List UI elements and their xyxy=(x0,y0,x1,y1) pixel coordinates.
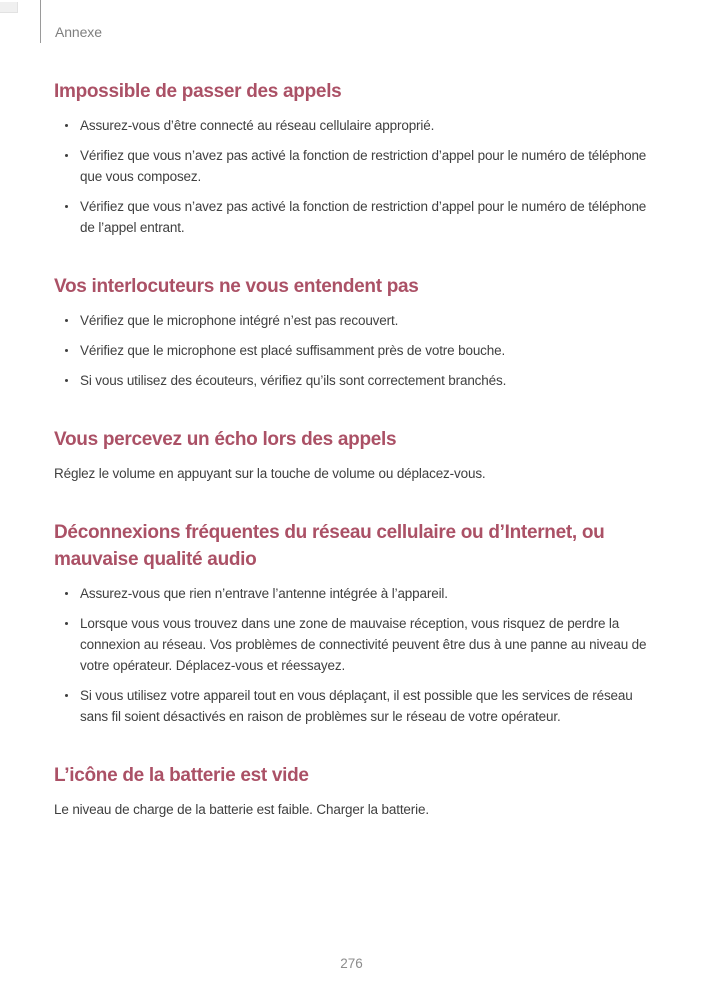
bullet-icon xyxy=(65,592,68,595)
running-header: Annexe xyxy=(55,24,102,40)
bullet-icon xyxy=(65,694,68,697)
bullet-item xyxy=(54,340,652,361)
bullet-icon xyxy=(65,379,68,382)
bullet-list xyxy=(54,115,652,238)
paragraph: Le niveau de charge de la batterie est faible. Charger la batterie. xyxy=(54,802,429,817)
page-content xyxy=(54,0,652,820)
section-title: Déconnexions fréquentes du réseau cellulaire ou d’Internet, ou mauvaise qualité audio xyxy=(54,522,605,570)
bullet-text: Lorsque vous vous trouvez dans une zone de mauvaise réception, vous risquez de perdre la connexion au réseau. Vos problèmes de connectivité peuvent être dus à une panne au niveau de votre opérateur. Déplacez-vous et réessayez. xyxy=(80,616,647,673)
bullet-icon xyxy=(65,319,68,322)
bullet-icon xyxy=(65,622,68,625)
bullet-text: Vérifiez que le microphone est placé suffisamment près de votre bouche. xyxy=(80,343,506,358)
bullet-text: Vérifiez que vous n’avez pas activé la fonction de restriction d’appel pour le numéro de téléphone de l’appel entrant. xyxy=(80,199,647,235)
bullet-item xyxy=(54,613,652,676)
bullet-item xyxy=(54,115,652,136)
bullet-item xyxy=(54,196,652,238)
bullet-list xyxy=(54,583,652,727)
bullet-icon xyxy=(65,349,68,352)
section-impossible-appels xyxy=(54,78,652,238)
bullet-text: Assurez-vous que rien n’entrave l’antenne intégrée à l’appareil. xyxy=(80,586,448,601)
bullet-icon xyxy=(65,124,68,127)
bullet-text: Si vous utilisez votre appareil tout en vous déplaçant, il est possible que les services de réseau sans fil soient désactivés en raison de problèmes sur le réseau de votre opérateur. xyxy=(80,688,633,724)
bullet-text: Vérifiez que le microphone intégré n’est pas recouvert. xyxy=(80,313,399,328)
bullet-item xyxy=(54,685,652,727)
section-deconnexions xyxy=(54,519,652,727)
page-number: 276 xyxy=(340,956,363,971)
section-title: L’icône de la batterie est vide xyxy=(54,765,309,786)
bullet-text: Vérifiez que vous n’avez pas activé la fonction de restriction d’appel pour le numéro de téléphone que vous composez. xyxy=(80,148,647,184)
bullet-item xyxy=(54,583,652,604)
section-interlocuteurs xyxy=(54,273,652,391)
bullet-icon xyxy=(65,205,68,208)
section-title: Vous percevez un écho lors des appels xyxy=(54,429,397,450)
corner-artifact xyxy=(0,2,18,13)
section-title: Vos interlocuteurs ne vous entendent pas xyxy=(54,276,419,297)
bullet-item xyxy=(54,370,652,391)
bullet-item xyxy=(54,310,652,331)
header-divider xyxy=(40,0,41,43)
bullet-icon xyxy=(65,154,68,157)
bullet-text: Assurez-vous d’être connecté au réseau cellulaire approprié. xyxy=(80,118,435,133)
bullet-text: Si vous utilisez des écouteurs, vérifiez qu’ils sont correctement branchés. xyxy=(80,373,507,388)
section-title: Impossible de passer des appels xyxy=(54,81,342,102)
bullet-list xyxy=(54,310,652,391)
paragraph: Réglez le volume en appuyant sur la touche de volume ou déplacez-vous. xyxy=(54,466,486,481)
section-batterie xyxy=(54,762,652,820)
bullet-item xyxy=(54,145,652,187)
section-echo xyxy=(54,426,652,484)
